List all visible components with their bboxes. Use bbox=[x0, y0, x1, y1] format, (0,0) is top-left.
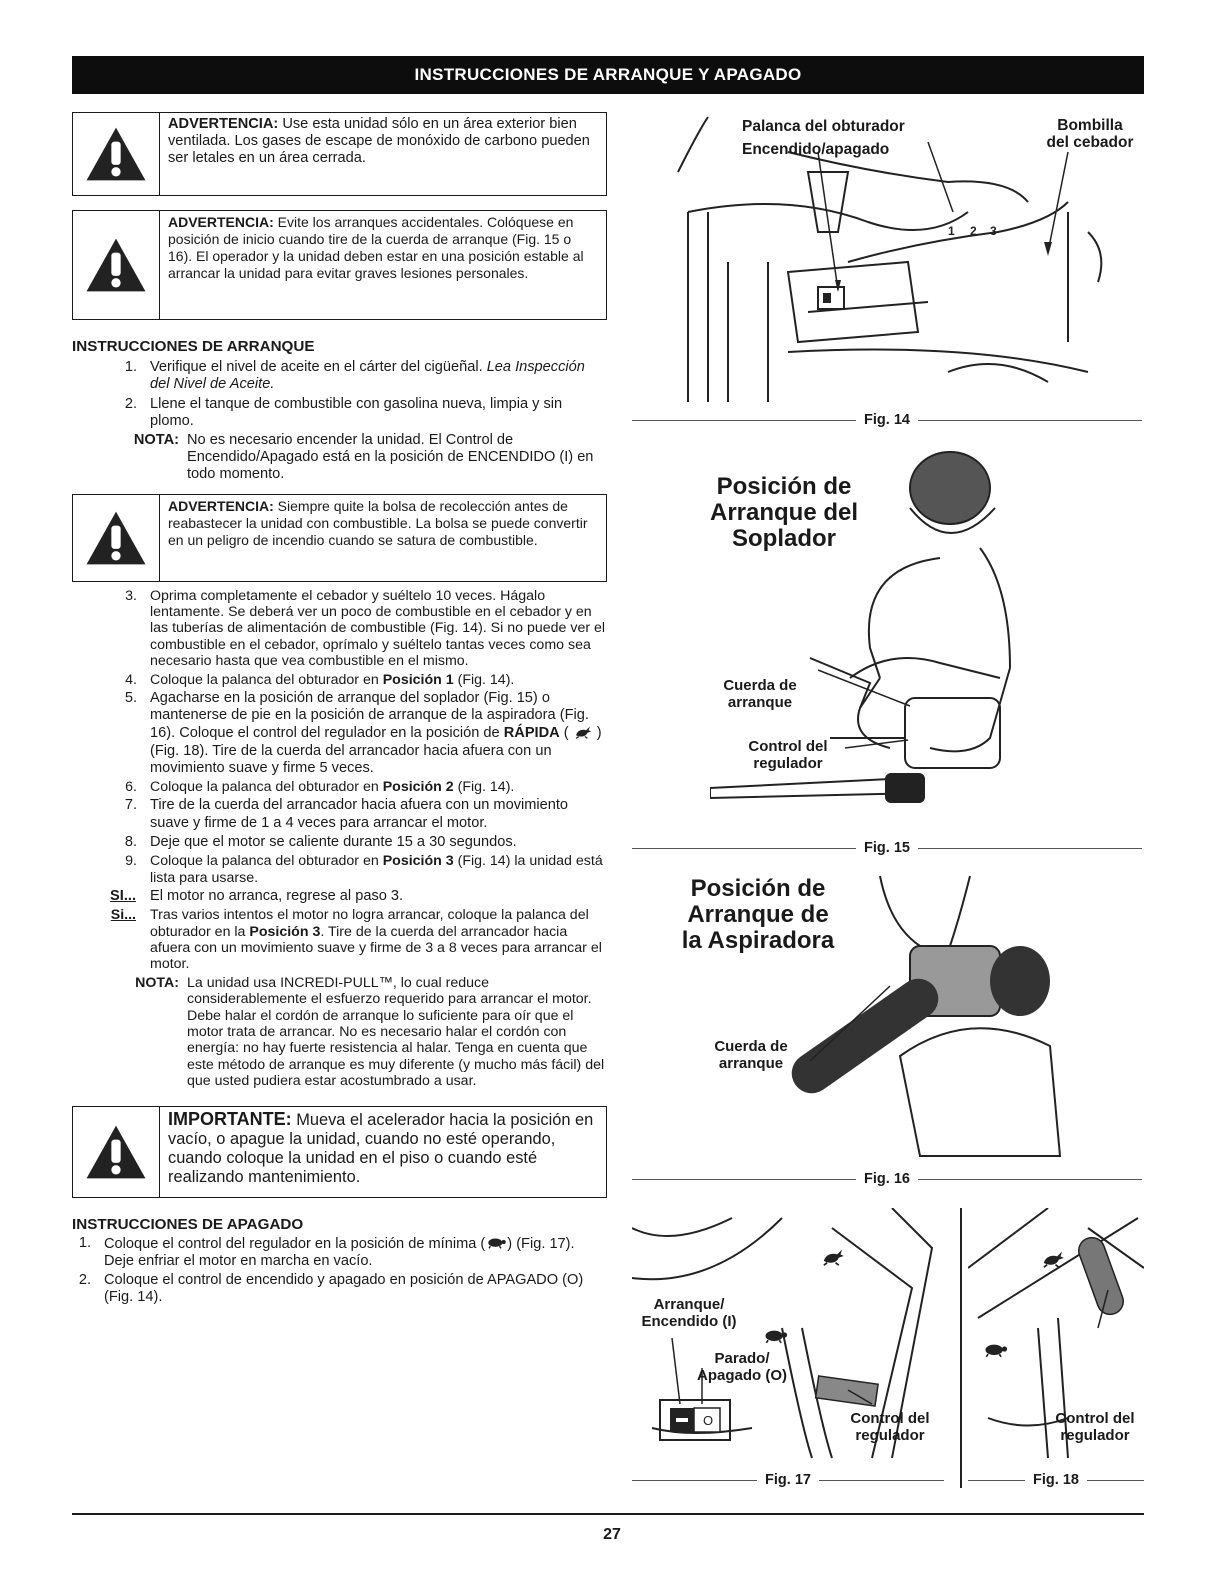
warning-text: ADVERTENCIA: Evite los arranques accidentales. Colóquese en posición de inicio cuando tire de la cuerda de arranque (Fig. 15 o 16). El operador y la unidad deben estar en una posición estable al arrancar la unidad para evitar graves lesiones personales. bbox=[168, 214, 584, 281]
left-column bbox=[72, 112, 607, 1307]
start-step-5: 5. Agacharse en la posición de arranque del soplador (Fig. 15) o mantenerse de pie en la posición de arranque de la aspiradora (Fig. 16). Coloque el control del regulador en la posición de RÁPIDA ( ) (Fig. 18). Tire de la cuerda del arrancador hacia afuera con un movimiento suave y firme 5 veces. bbox=[124, 690, 602, 776]
start-section-title: INSTRUCCIONES DE ARRANQUE bbox=[72, 338, 315, 355]
warning-text: ADVERTENCIA: Siempre quite la bolsa de recolección antes de reabastecer la unidad con combustible. La bolsa se puede convertir en un peligro de incendio cuando se satura de combustible. bbox=[168, 497, 588, 548]
start-step-2: 2. Llene el tanque de combustible con gasolina nueva, limpia y sin plomo. bbox=[124, 395, 563, 429]
fig16-title: Posición de Arranque de la Aspiradora bbox=[681, 875, 835, 954]
warning-icon bbox=[73, 1107, 160, 1197]
fig14-label-switch: Encendido/apagado bbox=[742, 141, 890, 158]
start-if-2: Si... Tras varios intentos el motor no logra arrancar, coloque la palanca del obturador en la Posición 3. Tire de la cuerda del arrancador hacia afuera con un movimiento suave y firme de 3 a 8 veces para arrancar el motor. bbox=[110, 907, 602, 973]
svg-text:1: 1 bbox=[948, 224, 955, 238]
fig15-title: Posición de Arranque del Soplador bbox=[709, 473, 859, 552]
fig15-label-throttle: Control del regulador bbox=[748, 738, 828, 772]
fig16-caption: Fig. 16 bbox=[632, 1171, 1142, 1187]
rabbit-icon bbox=[1044, 1251, 1064, 1267]
fig15-caption: Fig. 15 bbox=[632, 840, 1142, 856]
important-text: IMPORTANTE: Mueva el acelerador hacia la posición en vacío, o apague la unidad, cuando no esté operando, cuando coloque la unidad en el piso o cuando esté realizando mantenimiento. bbox=[168, 1108, 594, 1186]
start-step-8: 8. Deje que el motor se caliente durante 15 a 30 segundos. bbox=[124, 833, 517, 850]
footer-rule bbox=[72, 1513, 1144, 1515]
fig17-label-on: Arranque/ Encendido (I) bbox=[641, 1296, 737, 1330]
warning-box-ventilation bbox=[72, 112, 607, 196]
start-step-7: 7. Tire de la cuerda del arrancador hacia afuera con un movimiento suave y firme de 1 a 4 veces para arrancar el motor. bbox=[124, 797, 569, 831]
start-step-1: 1. Verifique el nivel de aceite en el cárter del cigüeñal. Lea Inspección del Nivel de Aceite. bbox=[124, 359, 585, 393]
fig15-label-cord: Cuerda de arranque bbox=[723, 677, 797, 711]
start-step-3: 3. Oprima completamente el cebador y suéltelo 10 veces. Hágalo lentamente. Se deberá ver un poco de combustible en el cebador y en las tuberías de alimentación de combustible (Fig. 14). Si no puede ver el combustible en el cebador, oprímalo y suéltelo tantas veces como sea necesario hasta que vea combustible en el mismo. bbox=[125, 587, 606, 670]
important-box bbox=[72, 1106, 607, 1198]
fig17-label-throttle: Control del regulador bbox=[850, 1410, 930, 1444]
onoff-switch-icon bbox=[660, 1400, 730, 1440]
fig17-caption: Fig. 17 bbox=[632, 1472, 944, 1488]
figure-divider bbox=[960, 1208, 962, 1488]
stop-step-1: 1. Coloque el control del regulador en la posición de mínima ( ) (Fig. 17). Deje enfriar el motor en marcha en vacío. bbox=[78, 1234, 575, 1269]
warning-icon bbox=[73, 113, 160, 195]
stop-step-2: 2. Coloque el control de encendido y apagado en posición de APAGADO (O) (Fig. 14). bbox=[78, 1272, 584, 1306]
warning-text: ADVERTENCIA: Use esta unidad sólo en un área exterior bien ventilada. Los gases de escape de monóxido de carbono pueden ser letales en un área cerrada. bbox=[168, 116, 590, 167]
fig14-label-bulb-1: Bombilla bbox=[1057, 117, 1123, 134]
start-note-1: NOTA: No es necesario encender la unidad. El Control de Encendido/Apagado está en la posición de ENCENDIDO (I) en todo momento. bbox=[133, 432, 594, 483]
fig14-caption: Fig. 14 bbox=[632, 412, 1142, 428]
fig18-caption: Fig. 18 bbox=[968, 1472, 1144, 1488]
fig15-illustration bbox=[710, 448, 1030, 838]
warning-icon bbox=[73, 211, 160, 319]
fig14-label-lever: Palanca del obturador bbox=[742, 118, 905, 135]
turtle-icon bbox=[485, 1235, 507, 1249]
section-header: INSTRUCCIONES DE ARRANQUE Y APAGADO bbox=[72, 56, 1144, 94]
warning-icon bbox=[73, 495, 160, 581]
start-step-9: 9. Coloque la palanca del obturador en Posición 3 (Fig. 14) la unidad está lista para usarse. bbox=[125, 853, 603, 886]
turtle-icon bbox=[985, 1345, 1007, 1357]
fig18-label-throttle: Control del regulador bbox=[1055, 1410, 1135, 1444]
page-number: 27 bbox=[603, 1526, 621, 1543]
start-if-1: SI... El motor no arranca, regrese al paso 3. bbox=[110, 887, 404, 904]
fig16-label-cord: Cuerda de arranque bbox=[714, 1038, 788, 1072]
stop-section-title: INSTRUCCIONES DE APAGADO bbox=[72, 1215, 304, 1233]
fig14-illustration bbox=[668, 112, 1144, 402]
rabbit-icon bbox=[824, 1249, 844, 1265]
fig16-illustration bbox=[770, 866, 1110, 1166]
warning-box-bag bbox=[72, 494, 607, 582]
svg-text:2: 2 bbox=[970, 224, 977, 238]
warning-box-accidental-start bbox=[72, 210, 607, 320]
start-step-6: 6. Coloque la palanca del obturador en Posición 2 (Fig. 14). bbox=[125, 779, 515, 796]
svg-text:3: 3 bbox=[990, 224, 997, 238]
fig14-label-bulb-2: del cebador bbox=[1046, 134, 1134, 151]
start-step-4: 4. Coloque la palanca del obturador en Posición 1 (Fig. 14). bbox=[125, 671, 515, 688]
start-note-2: NOTA: La unidad usa INCREDI-PULL™, lo cual reduce considerablemente el esfuerzo requerido para arrancar el motor. Debe halar el cordón de arranque lo suficiente para oír que el motor trata de arrancar. No es necesario halar el cordón con energía: no hay fuerte resistencia al halar. Tenga en cuenta que este método de arranque es muy diferente (y mucho más fácil) del que usted pudiera estar acostumbrado a usar. bbox=[135, 974, 605, 1090]
rabbit-icon bbox=[573, 724, 593, 739]
fig17-label-off: Parado/ Apagado (O) bbox=[697, 1350, 787, 1384]
svg-text:O: O bbox=[703, 1413, 714, 1428]
